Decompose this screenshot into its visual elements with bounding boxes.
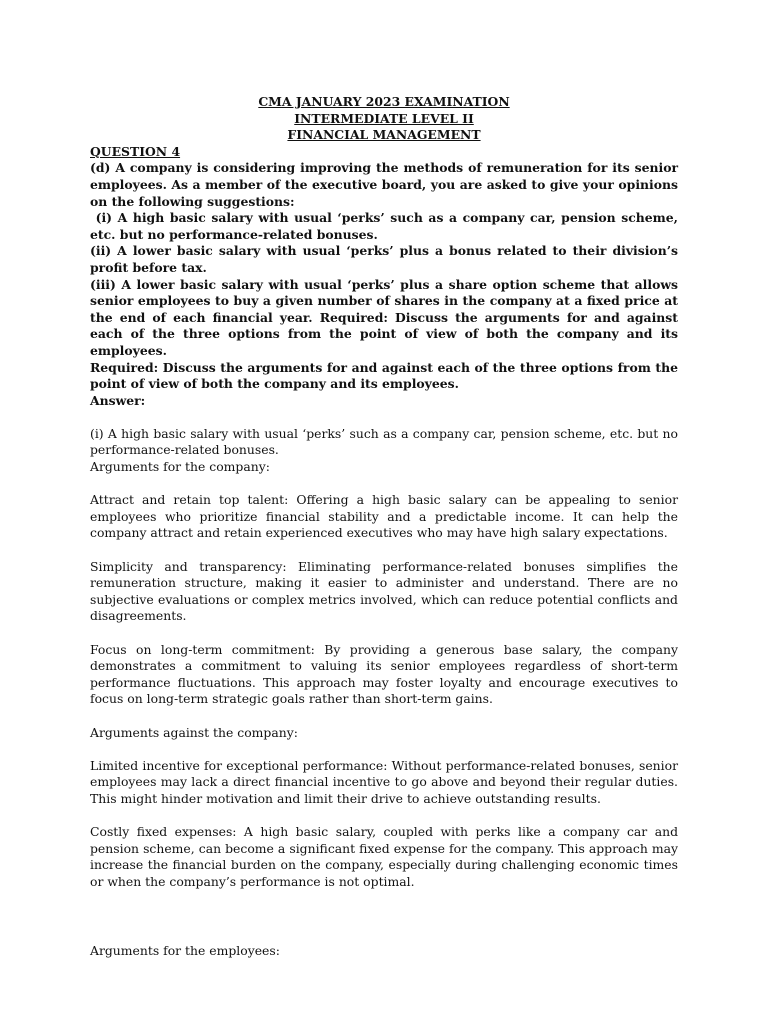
spacer <box>90 476 678 493</box>
for-employees-label: Arguments for the employees: <box>90 942 280 958</box>
question-part-d: (d) A company is considering improving the methods of remuneration for its senior employees. As a member of the executive board, you are asked to give your opinions on the following suggestions: <box>90 160 678 209</box>
document-page <box>90 94 683 959</box>
spacer <box>90 409 678 426</box>
paragraph-costly-fixed: Costly fixed expenses: A high basic salary, coupled with perks like a company car and pension scheme, can become a significant fixed expense for the company. This approach may increase the financial burden on the company, especially during challenging economic times or when the company’s performance is not optimal. <box>90 824 678 889</box>
for-company-label: Arguments for the company: <box>90 459 270 475</box>
spacer <box>90 741 678 758</box>
question-option-iii: (iii) A lower basic salary with usual ‘perks’ plus a share option scheme that allows senior employees to buy a given number of shares in the company at a fixed price at the end of each financial year. Required: Discuss the arguments for and against each of the three options from the point of view of both the company and its employees. <box>90 276 678 358</box>
question-option-ii: (ii) A lower basic salary with usual ‘perks’ plus a bonus related to their division’s profit before tax. <box>90 243 678 275</box>
spacer <box>90 542 678 559</box>
question-label: QUESTION 4 <box>90 143 181 159</box>
spacer <box>90 808 678 825</box>
paragraph-limited-incentive: Limited incentive for exceptional performance: Without performance-related bonuses, senior employees may lack a direct financial incentive to go above and beyond their regular duties. This might hinder motivation and limit their drive to achieve outstanding results. <box>90 757 678 806</box>
answer-option-i: (i) A high basic salary with usual ‘perks’ such as a company car, pension scheme, etc. but no performance-related bonuses. <box>90 425 678 458</box>
spacer <box>90 891 678 943</box>
paragraph-long-term: Focus on long-term commitment: By providing a generous base salary, the company demonstrates a commitment to valuing its senior employees regardless of short-term performance fluctuations. This approach may foster loyalty and encourage executives to focus on long-term strategic goals rather than short-term gains. <box>90 641 678 707</box>
exam-subject: FINANCIAL MANAGEMENT <box>287 127 481 143</box>
paragraph-simplicity: Simplicity and transparency: Eliminating performance-related bonuses simplifies the remuneration structure, making it easier to administer and understand. There are no subjective evaluations or complex metrics involved, which can reduce potential conflicts and disagreements. <box>90 558 678 624</box>
exam-title: CMA JANUARY 2023 EXAMINATION <box>258 94 510 109</box>
spacer <box>90 708 678 725</box>
answer-label: Answer: <box>90 392 146 408</box>
paragraph-attract-retain: Attract and retain top talent: Offering a high basic salary can be appealing to senior employees who prioritize financial stability and a predictable income. It can help the company attract and retain experienced executives who may have high salary expectations. <box>90 492 678 541</box>
spacer <box>90 625 678 642</box>
question-option-i: (i) A high basic salary with usual ‘perks’ such as a company car, pension scheme, etc. but no performance-related bonuses. <box>90 210 683 242</box>
against-company-label: Arguments against the company: <box>90 724 298 740</box>
question-required: Required: Discuss the arguments for and against each of the three options from the point of view of both the company and its employees. <box>90 359 678 392</box>
exam-level: INTERMEDIATE LEVEL II <box>294 110 474 126</box>
